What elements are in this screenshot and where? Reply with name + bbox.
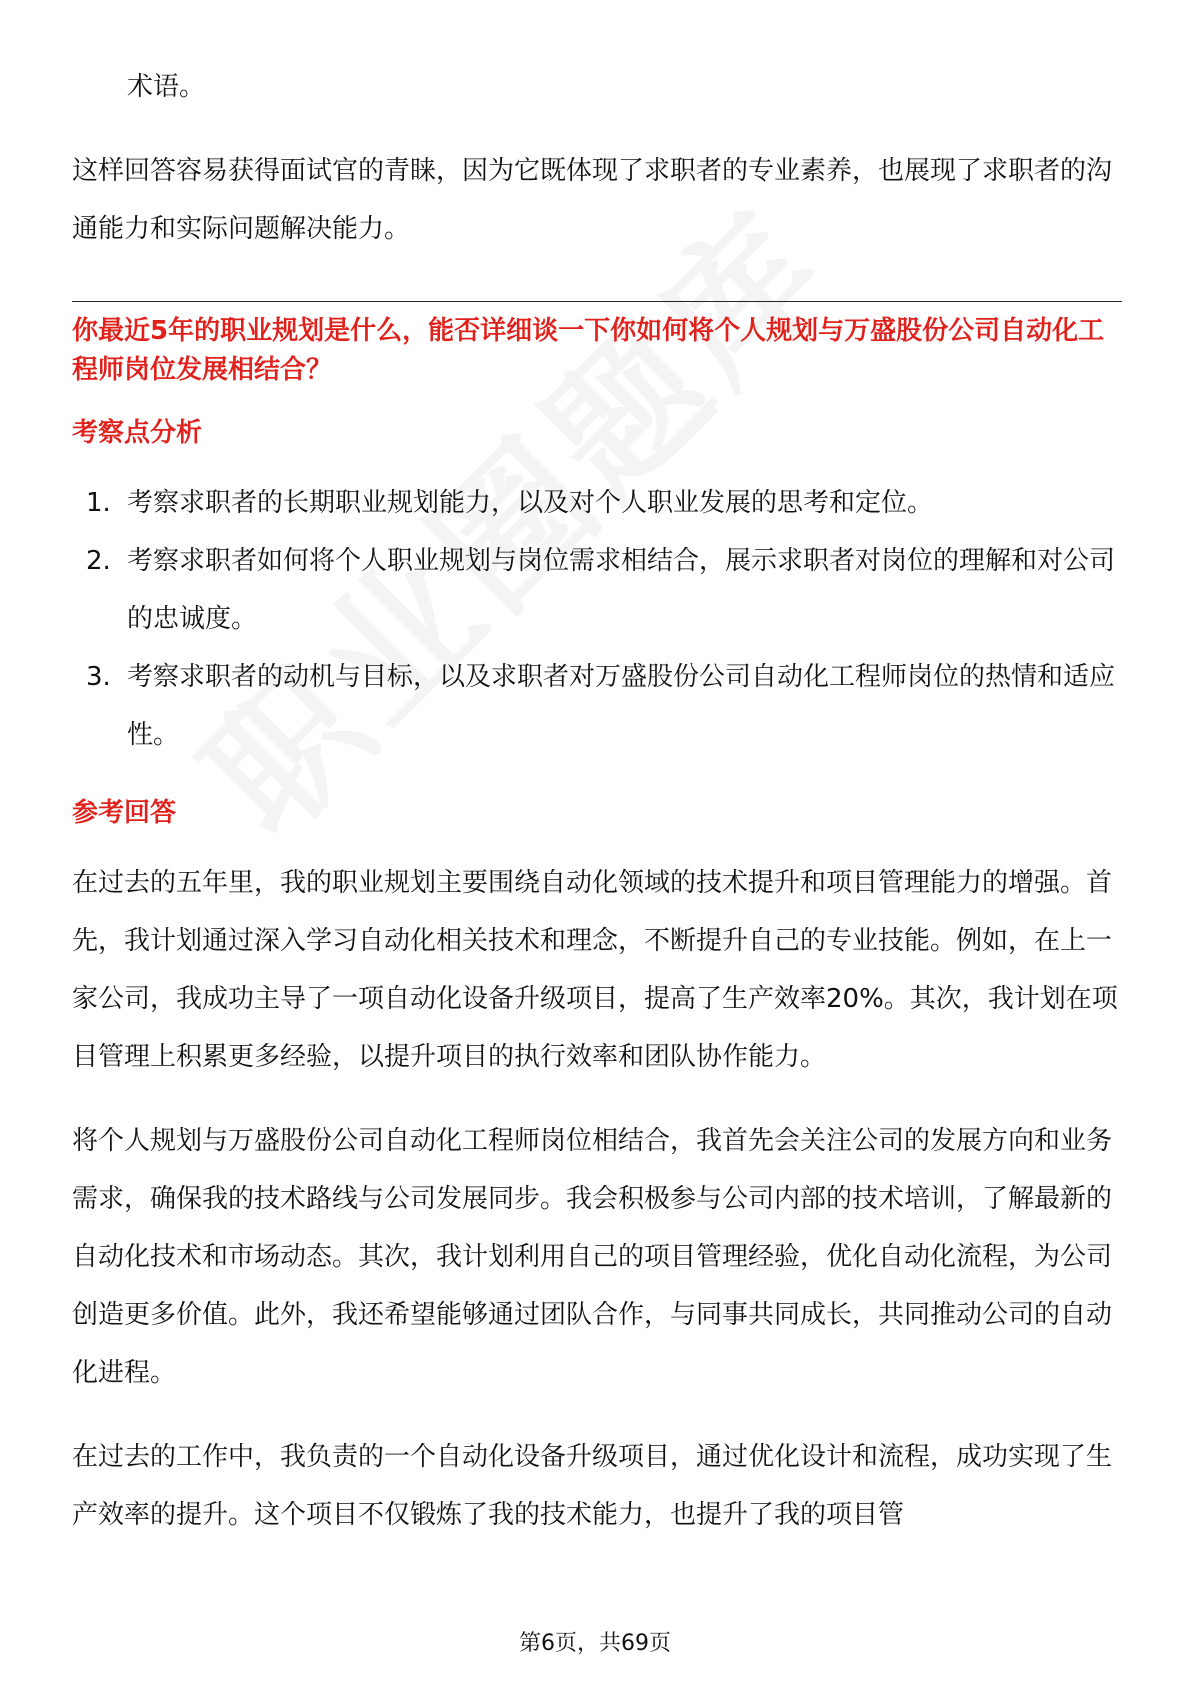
list-item (72, 648, 1122, 764)
answer-paragraph: 在过去的工作中，我负责的一个自动化设备升级项目，通过优化设计和流程，成功实现了生产效率的提升。这个项目不仅锻炼了我的技术能力，也提升了我的项目管 (72, 1442, 1113, 1530)
list-item-number: 3. (86, 662, 111, 692)
answer-paragraph: 将个人规划与万盛股份公司自动化工程师岗位相结合，我首先会关注公司的发展方向和业务需求，确保我的技术路线与公司发展同步。我会积极参与公司内部的技术培训，了解最新的自动化技术和市场动态。其次，我计划利用自己的项目管理经验，优化自动化流程，为公司创造更多价值。此外，我还希望能够通过团队合作，与同事共同成长，共同推动公司的自动化进程。 (72, 1126, 1113, 1388)
analysis-points-list (72, 474, 1122, 764)
list-item-text: 考察求职者的长期职业规划能力，以及对个人职业发展的思考和定位。 (127, 488, 934, 518)
intro-paragraph: 这样回答容易获得面试官的青睐，因为它既体现了求职者的专业素养，也展现了求职者的沟通能力和实际问题解决能力。 (72, 156, 1113, 244)
answer-heading: 参考回答 (72, 798, 177, 828)
interview-question: 你最近5年的职业规划是什么，能否详细谈一下你如何将个人规划与万盛股份公司自动化工程师岗位发展相结合？ (72, 316, 1105, 385)
page-content (72, 58, 1122, 1544)
answer-paragraph: 在过去的五年里，我的职业规划主要围绕自动化领域的技术提升和项目管理能力的增强。首先，我计划通过深入学习自动化相关技术和理念，不断提升自己的专业技能。例如，在上一家公司，我成功主导了一项自动化设备升级项目，提高了生产效率20%。其次，我计划在项目管理上积累更多经验，以提升项目的执行效率和团队协作能力。 (72, 868, 1118, 1072)
list-item (72, 474, 1122, 532)
analysis-heading: 考察点分析 (72, 418, 203, 448)
list-item-text: 考察求职者的动机与目标，以及求职者对万盛股份公司自动化工程师岗位的热情和适应性。 (127, 662, 1116, 750)
page-number-footer: 第6页，共69页 (519, 1631, 671, 1656)
continued-text-fragment: 术语。 (127, 72, 206, 102)
list-item-number: 2. (86, 546, 111, 576)
list-item-number: 1. (86, 488, 111, 518)
list-item-text: 考察求职者如何将个人职业规划与岗位需求相结合，展示求职者对岗位的理解和对公司的忠诚度。 (127, 546, 1116, 634)
list-item (72, 532, 1122, 648)
section-divider (72, 301, 1122, 302)
